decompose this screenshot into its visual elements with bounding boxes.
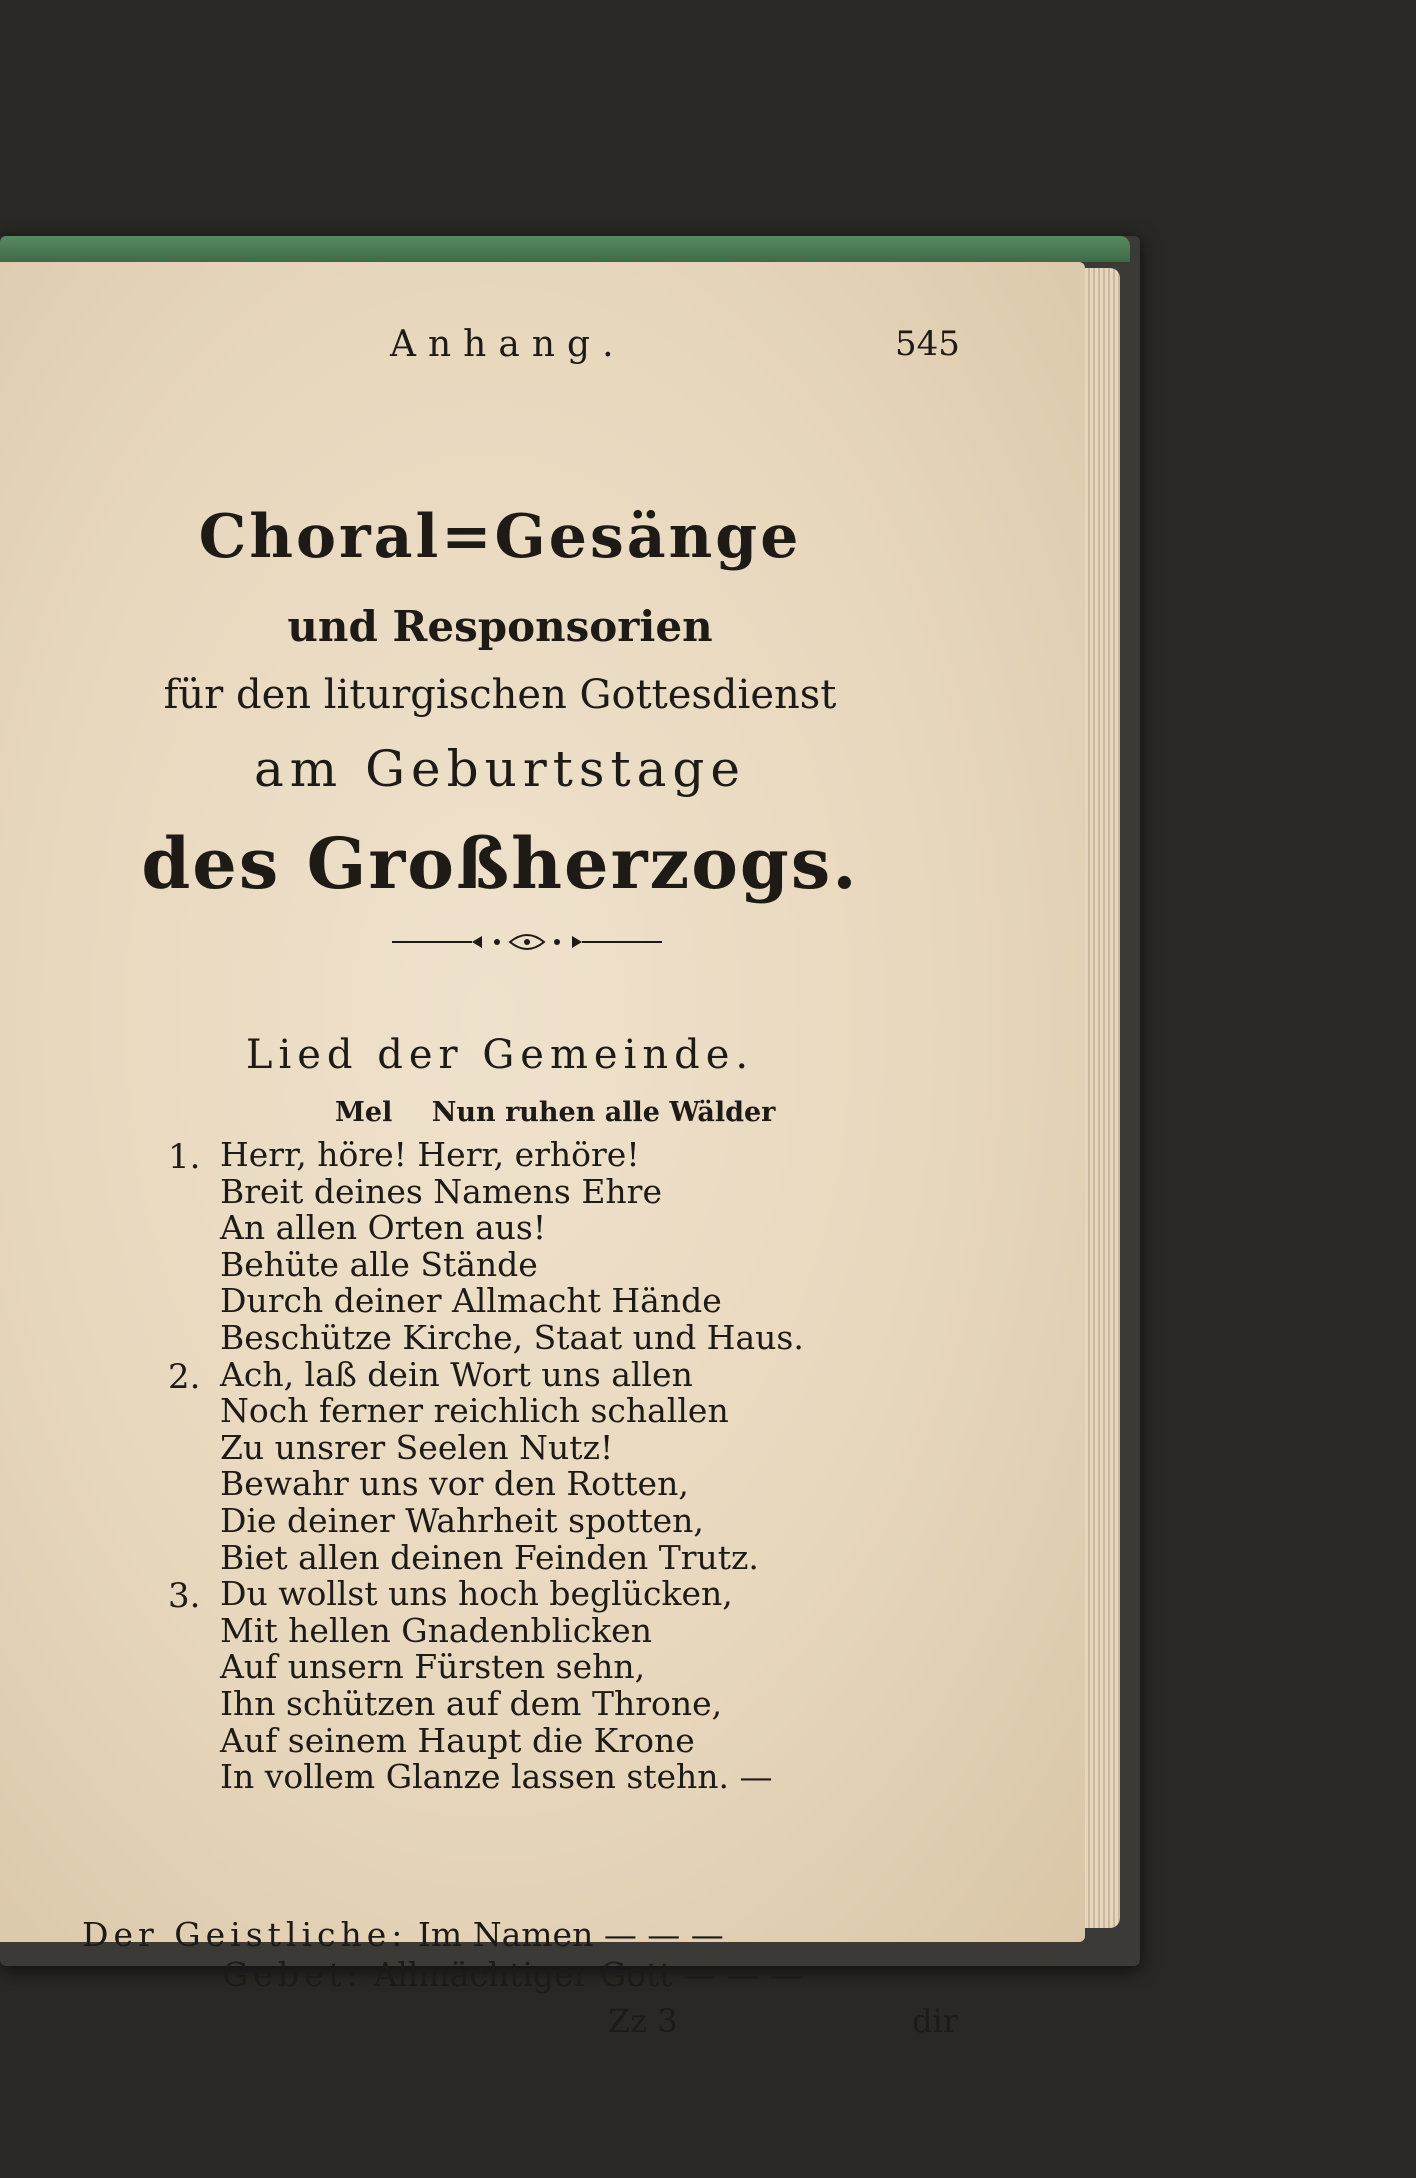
title-line-5: des Großherzogs. xyxy=(141,822,859,905)
title-line-3: für den liturgischen Gottesdienst xyxy=(163,672,837,718)
book-page xyxy=(0,262,1085,2040)
verse-line: Beschütze Kirche, Staat und Haus. xyxy=(220,1317,804,1357)
verse-line: Auf unsern Fürsten sehn, xyxy=(220,1647,646,1687)
verse-line: Mit hellen Gnadenblicken xyxy=(220,1610,652,1650)
verses xyxy=(160,1137,860,1796)
page-number: 545 xyxy=(895,324,960,364)
title-line-1: Choral=Gesänge xyxy=(198,502,802,572)
verse xyxy=(160,1354,860,1577)
verse-line: In vollem Glanze lassen stehn. — xyxy=(220,1757,773,1797)
melody-name: Nun ruhen alle Wälder xyxy=(431,1097,776,1128)
speaker-text: Im Namen — — — xyxy=(417,1915,724,1954)
header-title: Anhang. xyxy=(390,324,626,365)
liturgy-prayer-line xyxy=(222,1955,803,1994)
verse-line: Noch ferner reichlich schallen xyxy=(220,1391,729,1431)
speaker-label: Der Geistliche: xyxy=(82,1915,408,1954)
verse-line: Du wollst uns hoch beglücken, xyxy=(220,1574,733,1614)
melody-note xyxy=(335,1097,805,1128)
book-spine-edge xyxy=(0,236,1130,262)
liturgy-speaker-line xyxy=(82,1915,724,1954)
signature-mark: Zz 3 xyxy=(608,2002,678,2040)
verse-line: Behüte alle Stände xyxy=(220,1244,538,1284)
verse-number: 2. xyxy=(168,1356,201,1397)
catchword: dir xyxy=(912,2002,959,2040)
verse-line: Auf seinem Haupt die Krone xyxy=(220,1720,695,1760)
song-title: Lied der Gemeinde. xyxy=(245,1032,755,1078)
verse-line: An allen Orten aus! xyxy=(220,1208,547,1248)
ornament-divider xyxy=(392,930,662,954)
title-line-4: am Geburtstage xyxy=(253,740,746,798)
verse-line: Ihn schützen auf dem Throne, xyxy=(220,1683,723,1723)
verse-line: Durch deiner Allmacht Hände xyxy=(220,1281,722,1321)
verse-line: Biet allen deinen Feinden Trutz. xyxy=(220,1537,759,1577)
prayer-label: Gebet: xyxy=(222,1955,363,1994)
verse-line: Bewahr uns vor den Rotten, xyxy=(220,1464,689,1504)
verse xyxy=(160,1137,860,1357)
prayer-text: Allmächtiger Gott — — — xyxy=(373,1955,804,1994)
running-header xyxy=(0,324,1085,374)
verse-line: Ach, laß dein Wort uns allen xyxy=(220,1354,693,1394)
verse xyxy=(160,1576,860,1796)
title-line-2: und Responsorien xyxy=(287,602,713,651)
verse-line: Die deiner Wahrheit spotten, xyxy=(220,1500,704,1540)
verse-line: Zu unsrer Seelen Nutz! xyxy=(220,1427,614,1467)
verse-number: 3. xyxy=(168,1576,201,1617)
verse-line: Breit deines Namens Ehre xyxy=(220,1171,662,1211)
verse-line: Herr, höre! Herr, erhöre! xyxy=(220,1135,640,1174)
melody-prefix: Mel xyxy=(335,1097,393,1128)
verse-number: 1. xyxy=(168,1137,201,1177)
